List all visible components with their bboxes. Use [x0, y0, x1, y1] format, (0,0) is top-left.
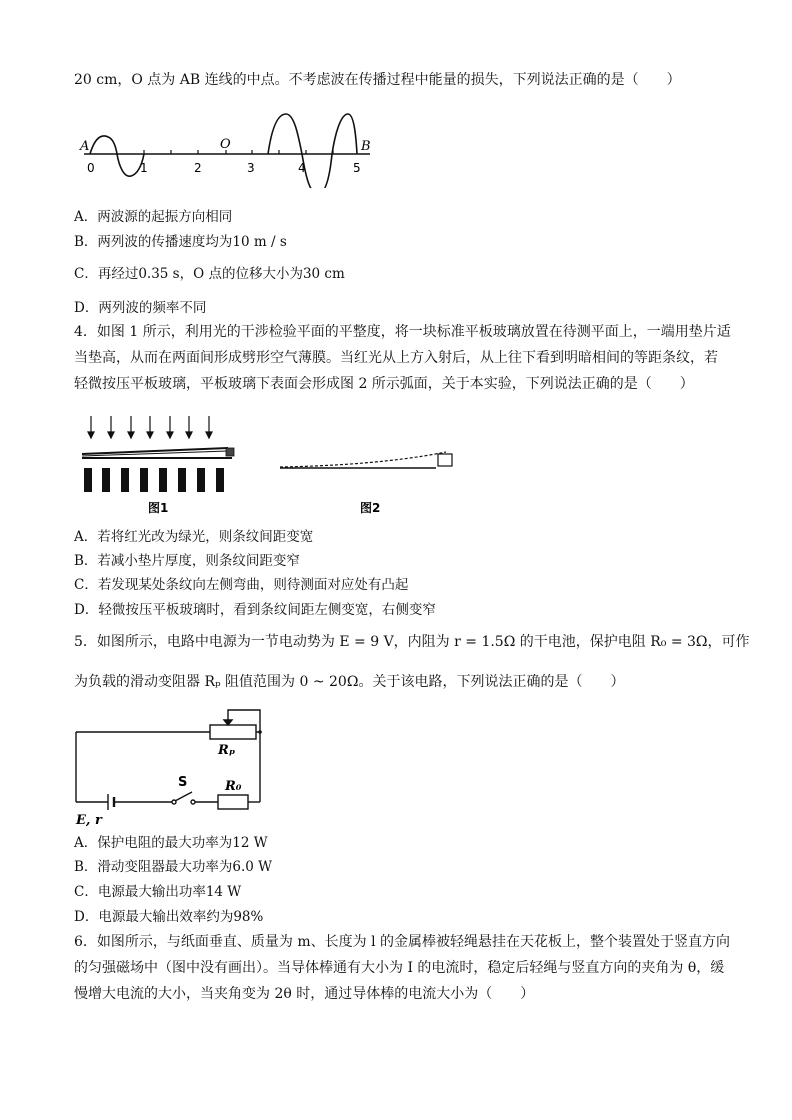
q5-option-a: A．保护电阻的最大功率为12 W	[74, 835, 268, 851]
q3-option-b: B．两列波的传播速度均为10 m / s	[74, 234, 287, 250]
q5-option-b: B．滑动变阻器最大功率为6.0 W	[74, 859, 273, 875]
q3-option-a: A．两波源的起振方向相同	[74, 209, 233, 225]
q5-stem-line-2: 为负载的滑动变阻器 Rₚ 阻值范围为 0 ~ 20Ω。关于该电路，下列说法正确的是（ ）	[74, 674, 625, 690]
label-B: B	[361, 139, 371, 154]
q4-option-b: B．若减小垫片厚度，则条纹间距变窄	[74, 553, 300, 569]
rp-label: Rₚ	[218, 743, 236, 758]
tick-4: 4	[298, 161, 306, 175]
q4-option-d: D．轻微按压平板玻璃时，看到条纹间距左侧变宽，右侧变窄	[74, 602, 436, 618]
q5-option-c: C．电源最大输出功率14 W	[74, 884, 242, 900]
wave-figure	[74, 108, 384, 188]
q5-option-d: D．电源最大输出效率约为98%	[74, 909, 264, 925]
tick-0: 0	[87, 161, 95, 175]
right-wave	[268, 114, 357, 188]
source-label: E, r	[76, 813, 102, 828]
switch-label: S	[178, 775, 188, 790]
tick-2: 2	[194, 161, 202, 175]
figure-2	[276, 440, 466, 516]
tick-5: 5	[353, 161, 361, 175]
q4-option-a: A．若将红光改为绿光，则条纹间距变宽	[74, 529, 314, 545]
q4-stem-line-2: 当垫高，从而在两面间形成劈形空气薄膜。当红光从上方入射后，从上往下看到明暗相间的等距条纹，若	[74, 350, 718, 366]
q3-option-c: C．再经过0.35 s，O 点的位移大小为30 cm	[74, 266, 345, 282]
q4-option-c: C．若发现某处条纹向左侧弯曲，则待测面对应处有凸起	[74, 577, 409, 593]
circuit-diagram	[68, 706, 268, 828]
label-O: O	[220, 137, 231, 152]
tick-3: 3	[247, 161, 255, 175]
label-A: A	[80, 139, 90, 154]
figure-1-label: 图1	[148, 501, 169, 515]
q4-stem-line-3: 轻微按压平板玻璃，平板玻璃下表面会形成图 2 所示弧面，关于本实验，下列说法正确的是（ ）	[74, 376, 694, 392]
left-wave	[90, 136, 144, 176]
q6-stem-line-1: 6．如图所示，与纸面垂直、质量为 m、长度为 l 的金属棒被轻绳悬挂在天花板上，整个装置处于竖直方向	[74, 934, 731, 950]
figure-1	[78, 412, 242, 516]
q4-stem-line-1: 4．如图 1 所示，利用光的干涉检验平面的平整度，将一块标准平板玻璃放置在待测平面上，一端用垫片适	[74, 324, 731, 340]
q6-stem-line-3: 慢增大电流的大小，当夹角变为 2θ 时，通过导体棒的电流大小为（ ）	[74, 986, 535, 1002]
tick-1: 1	[140, 161, 148, 175]
q5-stem-line-1: 5．如图所示，电路中电源为一节电动势为 E = 9 V，内阻为 r = 1.5Ω 的干电池，保护电阻 R₀ = 3Ω，可作	[74, 634, 750, 650]
r0-label: R₀	[225, 779, 242, 794]
q3-option-d: D．两列波的频率不同	[74, 300, 207, 316]
figure-2-label: 图2	[360, 501, 381, 515]
q3-stem-tail: 20 cm，O 点为 AB 连线的中点。不考虑波在传播过程中能量的损失，下列说法正确的是（ ）	[74, 72, 681, 88]
q6-stem-line-2: 的匀强磁场中（图中没有画出）。当导体棒通有大小为 I 的电流时，稳定后轻绳与竖直方向的夹角为 θ，缓	[74, 960, 725, 976]
